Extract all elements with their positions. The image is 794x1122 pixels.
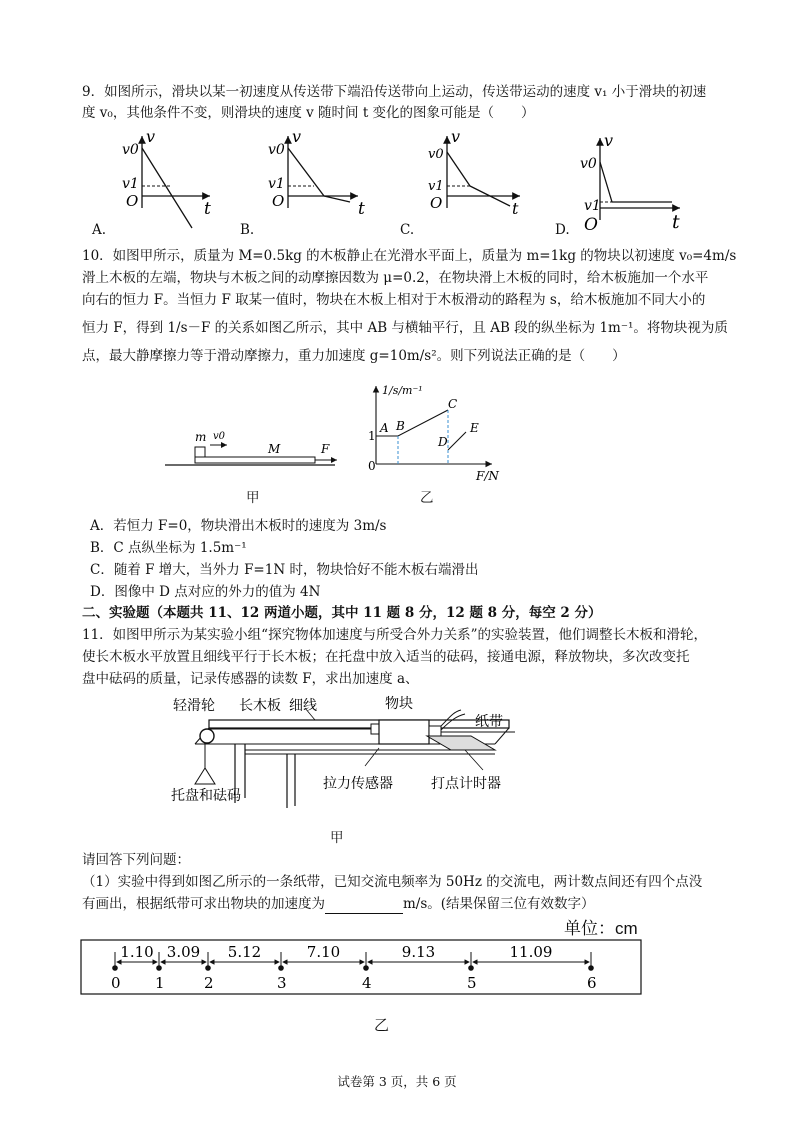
q9d-v1-label: v1 [584,198,601,214]
yi-zero: 0 [368,459,376,473]
tape-point-label: 0 [111,974,121,992]
q10-option-b: B．C 点纵坐标为 1.5m⁻¹ [90,540,247,556]
q9-option-c: C. [400,222,415,238]
q9a-origin: O [126,192,139,210]
q10-option-a: A．若恒力 F=0，物块滑出木板时的速度为 3m/s [90,518,387,534]
q9-graph-c [428,128,520,218]
yi-B: B [396,419,405,433]
q9c-t-label: t [512,199,519,218]
q9c-v1-label: v1 [428,179,444,194]
pulley [200,729,214,743]
section-2-heading: 二、实验题（本题共 11、12 两道小题，其中 11 题 8 分，12 题 8 分，每空 2 分） [82,605,602,621]
q10-fig-yi-caption: 乙 [420,490,434,506]
q9a-v-label: v [146,128,156,146]
q9-option-d: D. [555,222,570,238]
tape-unit: 单位：cm [564,919,638,938]
q11-fig-yi-caption: 乙 [374,1016,390,1034]
tape-segment-label: 5.12 [227,943,262,961]
q9b-v1-label: v1 [268,176,285,192]
long-board [209,720,509,728]
tray [195,768,215,784]
label-pulley: 轻滑轮 [173,698,215,714]
tape-point [588,965,594,971]
label-M: M [268,442,281,456]
q9b-v0-label: v0 [268,142,285,158]
q11-apparatus [165,688,520,818]
q11-part1-line-a: （1）实验中得到如图乙所示的一条纸带，已知交流电频率为 50Hz 的交流电，两计数点间还有四个点没 [82,874,703,890]
q9d-v-label: v [604,131,614,150]
q11-prompt: 请回答下列问题： [82,852,190,868]
answer-blank[interactable] [325,899,403,914]
q9a-v1-label: v1 [122,176,139,192]
q10-line-3: 向右的恒力 F。当恒力 F 取某一值时，物块在木板上相对于木板滑动的路程为 s，给木板施加不同大小的 [82,292,706,308]
q9-graph-a [122,128,211,228]
q9-option-a: A. [92,222,107,238]
block [379,720,429,744]
q9b-origin: O [272,192,285,210]
q11-fig-jia-caption: 甲 [330,830,344,846]
q11-part1-line-b [82,894,714,914]
q9-line-2: 度 v₀，其他条件不变，则滑块的速度 v 随时间 t 变化的图象可能是（ ） [82,105,535,121]
label-sensor: 拉力传感器 [323,776,393,792]
q10-line-4: 恒力 F，得到 1/s－F 的关系如图乙所示，其中 AB 与横轴平行，且 AB 段的纵坐标为 1m⁻¹。将物块视为质 [82,320,728,336]
q10-option-d: D．图像中 D 点对应的外力的值为 4N [90,584,321,600]
q11-paper-tape [80,938,645,998]
tape-point [468,965,474,971]
yi-xlabel: F/N [476,469,499,483]
tape-point [363,965,369,971]
yi-ylabel: 1/s/m⁻¹ [382,384,423,397]
q9a-t-label: t [204,199,211,219]
page-footer: 试卷第 3 页，共 6 页 [337,1074,457,1089]
tape-point-label: 3 [277,974,287,992]
tape-point-label: 5 [467,974,477,992]
yi-one: 1 [368,429,376,443]
tape-point-label: 6 [587,974,597,992]
q9d-t-label: t [672,211,680,233]
tape-point-label: 4 [362,974,372,992]
q9c-origin: O [430,194,443,212]
tape-point [112,965,118,971]
label-F: F [321,442,330,456]
label-v0: v0 [213,431,226,442]
board-M [195,457,315,463]
q9-graph-d [580,131,680,235]
q9-option-b: B. [240,222,255,238]
tape-point [205,965,211,971]
label-board: 长木板 [239,698,281,714]
tape-point [278,965,284,971]
label-string: 细线 [289,698,317,714]
force-sensor [371,724,379,734]
label-tray: 托盘和砝码 [171,788,241,804]
yi-E: E [470,421,479,435]
q11-part1-pre: 有画出，根据纸带可求出物块的加速度为 [82,896,325,912]
q9d-origin: O [584,215,598,235]
q9-graph-b [268,128,365,219]
yi-D: D [438,435,448,449]
q10-fig-jia-caption: 甲 [246,490,260,506]
tape-segment-label: 3.09 [166,943,201,961]
yi-A: A [380,421,389,435]
yi-C: C [448,397,458,411]
q10-fig-jia [165,425,345,475]
q10-line-5: 点，最大静摩擦力等于滑动摩擦力，重力加速度 g=10m/s²。则下列说法正确的是（ ） [82,348,626,364]
tape-segment-label: 7.10 [306,943,341,961]
q9-line-1: 9．如图所示，滑块以某一初速度从传送带下端沿传送带向上运动，传送带运动的速度 v₁ 小于滑块的初速 [82,84,707,100]
q9-graphs [100,128,740,238]
q9b-t-label: t [358,199,365,219]
label-m: m [195,430,207,444]
label-tape: 纸带 [475,714,503,730]
timer [427,736,495,750]
q9c-v-label: v [451,128,461,146]
tape-point-label: 2 [204,974,214,992]
tape-segment-label: 11.09 [509,943,553,961]
q9d-v0-label: v0 [580,156,597,172]
q9b-v-label: v [292,128,302,146]
q9a-v0-label: v0 [122,142,139,158]
q11-line-2: 使长木板水平放置且细线平行于长木板；在托盘中放入适当的砝码，接通电源，释放物块，多次改变托 [82,649,690,665]
tape-segment-label: 9.13 [401,943,436,961]
q11-line-3: 盘中砝码的质量，记录传感器的读数 F，求出加速度 a、 [82,671,419,687]
q10-option-c: C．随着 F 增大，当外力 F=1N 时，物块恰好不能木板右端滑出 [90,562,479,578]
q10-line-2: 滑上木板的左端，物块与木板之间的动摩擦因数为 μ=0.2，在物块滑上木板的同时，给木板施加一个水平 [82,270,709,286]
q10-fig-yi [362,380,512,485]
label-block: 物块 [385,696,413,712]
block-m [195,447,205,457]
tape-segment-label: 1.10 [120,943,154,961]
q11-line-1: 11．如图甲所示为某实验小组“探究物体加速度与所受合外力关系”的实验装置，他们调整长木板和滑轮， [82,627,707,643]
tape-point [156,965,162,971]
q9c-v0-label: v0 [428,147,444,162]
q11-part1-post: m/s。(结果保留三位有效数字） [403,896,595,912]
q10-line-1: 10．如图甲所示，质量为 M=0.5kg 的木板静止在光滑水平面上，质量为 m=1kg 的物块以初速度 v₀=4m/s [82,248,737,264]
label-timer: 打点计时器 [431,776,501,792]
tape-point-label: 1 [155,974,165,992]
